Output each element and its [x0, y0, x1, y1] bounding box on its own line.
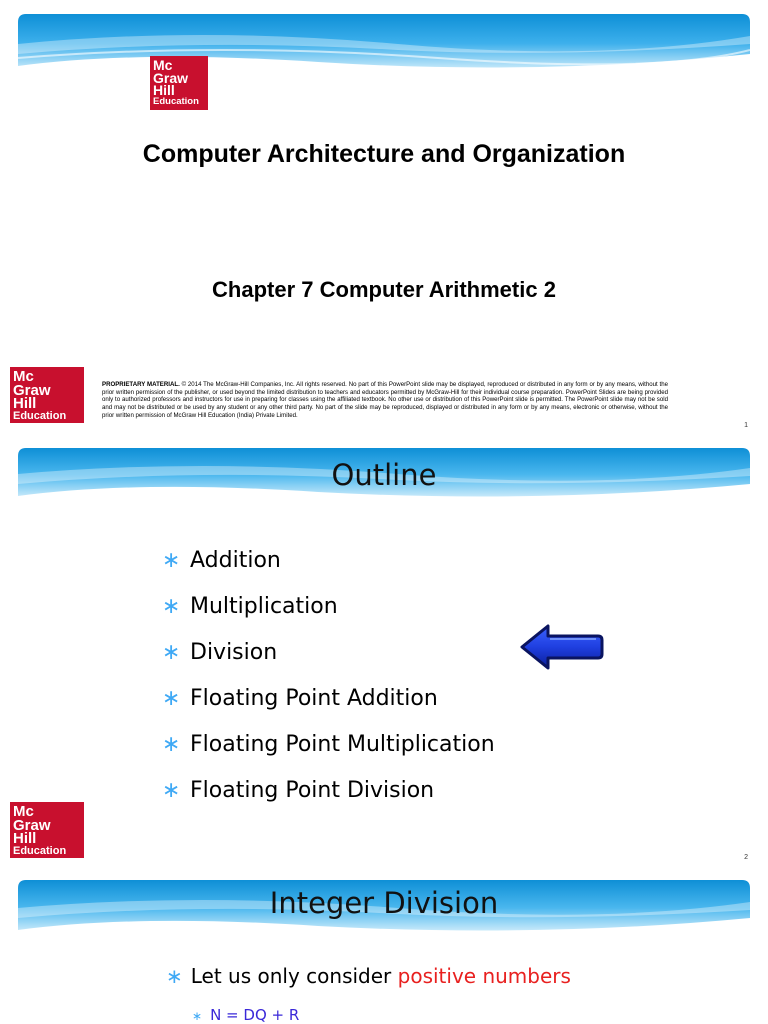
- list-item: ∗ Let us only consider positive numbers: [166, 964, 571, 988]
- slide-1: [0, 0, 768, 440]
- page-number: 1: [744, 422, 748, 429]
- mcgraw-hill-logo-footer: Mc Graw Hill Education: [10, 367, 84, 423]
- slide-title: Computer Architecture and Organization: [142, 140, 626, 168]
- list-item: ∗ Floating Point Division: [162, 768, 495, 814]
- wave-banner: [18, 14, 750, 72]
- slide-3: [0, 878, 768, 1024]
- bullet-star-icon: ∗: [162, 778, 181, 803]
- copyright-text: © 2014 The McGraw-Hill Companies, Inc. All rights reserved. No part of this PowerPoint slide may be displayed, reproduced or distributed in any form or by any means, without the prior written permission of the publisher, or used beyond the limited distribution to teachers and educators permitted by McGraw-Hill for their individual course preparation. PowerPoint Slides are being provided only to authorized professors and instructors for use in preparing for classes using the affiliated textbook. No other use or distribution of this PowerPoint slide is permitted. The PowerPoint slide may not be sold and may not be distributed or be used by any student or any other third party. No part of the slide may be reproduced, displayed or distributed in any form or by any means, electronic or otherwise, without the prior written permission of McGraw Hill Education (India) Private Limited.: [102, 381, 668, 419]
- sub-list-item: ∗ N = DQ + R: [192, 1006, 300, 1024]
- bullet-star-icon: ∗: [162, 548, 181, 573]
- bullet-star-icon: ∗: [192, 1009, 203, 1023]
- mcgraw-hill-logo-footer: Mc Graw Hill Education: [10, 802, 84, 858]
- bullet-star-icon: ∗: [162, 686, 181, 711]
- bullet-star-icon: ∗: [162, 732, 181, 757]
- slide-title: Outline: [331, 458, 437, 492]
- bullet-star-icon: ∗: [162, 594, 181, 619]
- slide-title: Integer Division: [269, 886, 499, 920]
- bullet-star-icon: ∗: [166, 964, 183, 988]
- copyright-notice: [102, 381, 668, 420]
- list-item: ∗ Addition: [162, 538, 495, 584]
- chapter-subtitle: Chapter 7 Computer Arithmetic 2: [212, 277, 556, 302]
- list-item: ∗ Floating Point Addition: [162, 676, 495, 722]
- slide-2: [0, 446, 768, 874]
- bullet-star-icon: ∗: [162, 640, 181, 665]
- left-arrow-icon: [518, 622, 604, 672]
- list-item: ∗ Division: [162, 630, 495, 676]
- highlight-text: positive numbers: [397, 964, 571, 988]
- page-number: 2: [744, 854, 748, 861]
- list-item: ∗ Floating Point Multiplication: [162, 722, 495, 768]
- list-item: ∗ Multiplication: [162, 584, 495, 630]
- outline-list: [162, 538, 495, 814]
- copyright-label: PROPRIETARY MATERIAL.: [102, 381, 180, 388]
- mcgraw-hill-logo: Mc Graw Hill Education: [150, 56, 208, 110]
